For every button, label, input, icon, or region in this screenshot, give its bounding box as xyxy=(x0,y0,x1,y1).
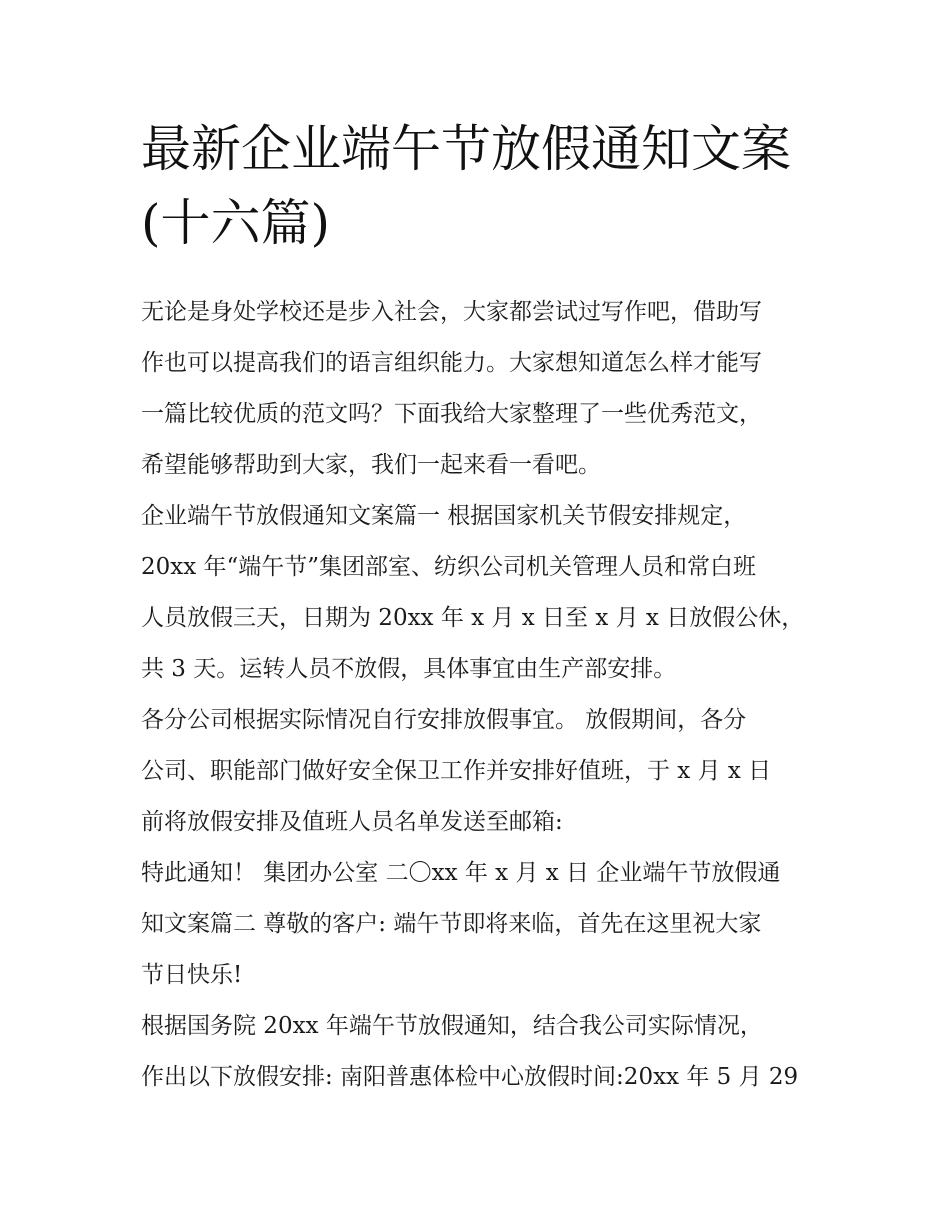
body-line: 共 3 天。运转人员不放假，具体事宜由生产部安排。 xyxy=(141,656,677,682)
document-title xyxy=(141,112,813,260)
body-line: 作出以下放假安排: 南阳普惠体检中心放假时间:20xx 年 5 月 29 xyxy=(141,1064,799,1090)
body-line: 作也可以提高我们的语言组织能力。大家想知道怎么样才能写 xyxy=(141,350,762,376)
document-content xyxy=(141,112,813,1103)
document-body xyxy=(141,287,813,1103)
body-line: 20xx 年“端午节”集团部室、纺织公司机关管理人员和常白班 xyxy=(141,554,757,580)
body-line: 根据国务院 20xx 年端午节放假通知，结合我公司实际情况， xyxy=(141,1013,763,1039)
body-line: 公司、职能部门做好安全保卫工作并安排好值班，于 x 月 x 日 xyxy=(141,758,772,784)
body-line: 特此通知！ 集团办公室 二〇xx 年 x 月 x 日 企业端午节放假通 xyxy=(141,860,781,886)
body-line: 一篇比较优质的范文吗？下面我给大家整理了一些优秀范文， xyxy=(141,401,762,427)
body-line: 企业端午节放假通知文案篇一 根据国家机关节假安排规定， xyxy=(141,503,747,529)
body-line: 希望能够帮助到大家，我们一起来看一看吧。 xyxy=(141,452,601,478)
body-line: 无论是身处学校还是步入社会，大家都尝试过写作吧，借助写 xyxy=(141,299,762,325)
body-line: 前将放假安排及值班人员名单发送至邮箱: xyxy=(141,809,563,835)
title-line: (十六篇) xyxy=(141,194,331,252)
body-line: 知文案篇二 尊敬的客户: 端午节即将来临，首先在这里祝大家 xyxy=(141,911,762,937)
body-line: 人员放假三天，日期为 20xx 年 x 月 x 日至 x 月 x 日放假公休， xyxy=(141,605,805,631)
body-line: 节日快乐! xyxy=(141,962,243,988)
title-line: 最新企业端午节放假通知文案 xyxy=(141,120,791,178)
body-line: 各分公司根据实际情况自行安排放假事宜。 放假期间，各分 xyxy=(141,707,747,733)
